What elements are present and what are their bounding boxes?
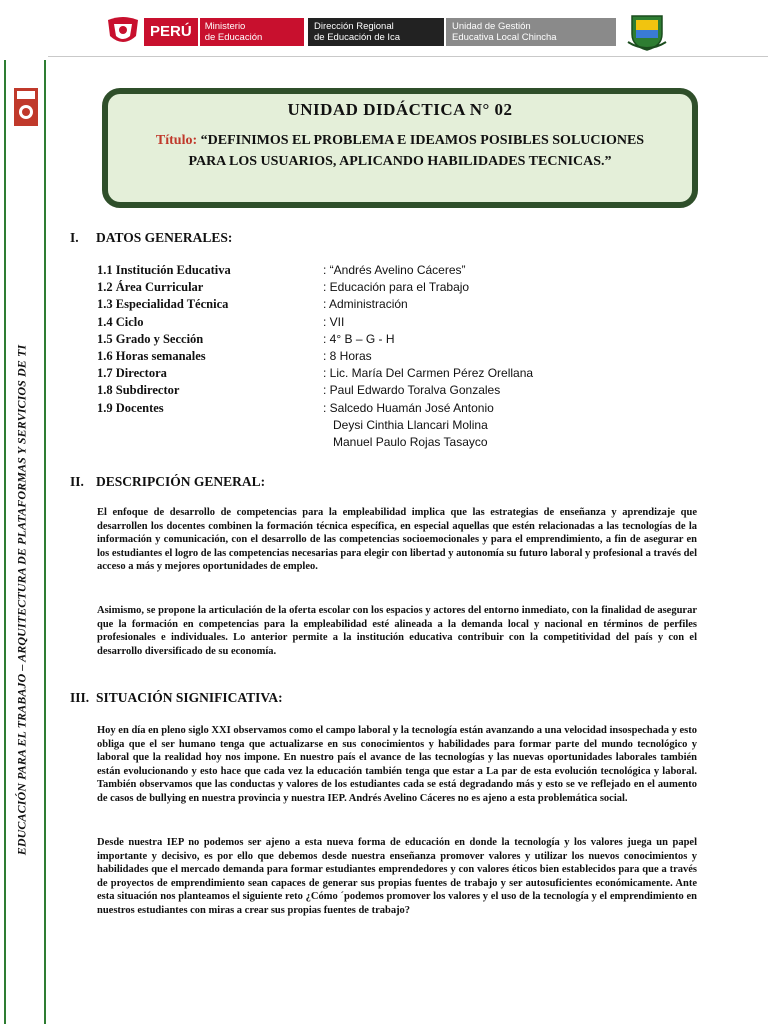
situacion-paragraph-1: Hoy en día en pleno siglo XXI observamos como el campo laboral y la tecnología están avanzando a una velocidad insospechada y esto obliga que el ser humano tenga que actualizarse en sus conocimientos y habilidades para formar parte del mundo tecnológico y laboral que la realidad hoy nos impone. En nuestro país el avance de las tecnologías y las nuevas oportunidades laborales también están evolucionando y esto hace que cada vez la educación también tenga que estar a La par de esta evolución tecnológica y laboral. También observamos que las conductas y valores de los estudiantes cada se está degradando más y esto se ve reflejado en el aumento de casos de bullying en nuestra provincia y nuestra IEP. Andrés Avelino Cáceres no es ajeno a esta problemática social.	[97, 725, 697, 804]
iep-logo-icon	[14, 88, 38, 126]
ministry-banner	[144, 18, 304, 46]
descripcion-paragraph-2: Asimismo, se propone la articulación de la oferta escolar con los espacios y actores del entorno inmediato, con la finalidad de asegurar que la formación en competencias para la empleabilidad esté alineada a la demanda local y nacional en términos de perfiles profesionales e individuales. Lo anterior permite a la institución educativa contribuir con la competitividad del país y con el desarrollo diversificado de su economía.	[97, 605, 697, 657]
header-divider	[48, 56, 768, 57]
list-item: 1.8 Subdirector : Paul Edwardo Toralva Gonzales	[97, 383, 501, 398]
dre-label: Dirección Regional de Educación de Ica	[314, 21, 401, 43]
peru-label: PERÚ	[144, 18, 200, 46]
header-banner	[100, 12, 672, 52]
list-item: 1.1 Institución Educativa : “Andrés Avelino Cáceres”	[97, 263, 466, 277]
peru-coat-of-arms-icon	[104, 14, 142, 50]
title-label: Título:	[155, 133, 198, 148]
ministry-label: Ministerio de Educación	[204, 21, 263, 43]
sidebar-divider	[44, 60, 46, 1024]
list-item: 1.9 Docentes : Salcedo Huamán José Antonio	[97, 400, 494, 415]
section-heading-descripcion: II. DESCRIPCIÓN GENERAL:	[70, 474, 266, 489]
list-item: Manuel Paulo Rojas Tasayco	[323, 434, 488, 449]
list-item: 1.2 Área Curricular : Educación para el Trabajo	[97, 280, 470, 295]
descripcion-paragraph-1: El enfoque de desarrollo de competencias para la empleabilidad implica que las estrategias de enseñanza y aprendizaje que desarrollen los docentes combinen la formación técnica específica, en especial aquellas que estén relacionadas a las tecnologías de la información y comunicación, con el desarrollo de las competencias socioemocionales y para el emprendimiento, a fin de asegurar en los estudiantes el logro de las competencias necesarias para elegir con libertad y autonomía su futuro laboral y profesional a través del acceso a más y mejores oportunidades de empleo.	[97, 507, 697, 573]
dre-banner	[308, 18, 444, 46]
ugel-banner	[446, 18, 616, 46]
situacion-paragraph-2: Desde nuestra IEP no podemos ser ajeno a esta nueva forma de educación en donde la tecnología y los valores juega un papel importante y decisivo, es por ello que debemos desde nuestra enseñanza promover valores y utilizar los nuevos conocimientos y habilidades que el mercado demanda para formar estudiantes emprendedores y con valores éticos bien establecidos para que a través de proyectos de emprendimiento sean capaces de generar sus propias fuentes de trabajo y ser autosuficientes económicamente. Ante esta situación nos planteamos el siguiente reto ¿Cómo ´podemos promover los valores y el uso de la tecnología y el emprendimiento en nuestros estudiantes con miras a crear sus propias fuentes de trabajo?	[97, 837, 697, 916]
section-heading-datos: I. DATOS GENERALES:	[70, 230, 233, 245]
unit-number: UNIDAD DIDÁCTICA N° 02	[287, 100, 513, 119]
list-item: 1.6 Horas semanales : 8 Horas	[97, 348, 372, 363]
section-heading-situacion: III. SITUACIÓN SIGNIFICATIVA:	[70, 690, 283, 705]
list-item: 1.7 Directora : Lic. María Del Carmen Pérez Orellana	[97, 366, 534, 381]
unit-title	[138, 130, 662, 172]
list-item: Deysi Cinthia Llancari Molina	[323, 417, 488, 432]
ugel-label: Unidad de Gestión Educativa Local Chincha	[452, 21, 557, 43]
ugel-crest-icon	[626, 12, 668, 52]
unit-title-box	[102, 88, 698, 208]
list-item: 1.3 Especialidad Técnica : Administración	[97, 297, 408, 312]
title-text: “DEFINIMOS EL PROBLEMA E IDEAMOS POSIBLES SOLUCIONES PARA LOS USUARIOS, APLICANDO HABILIDADES TECNICAS.”	[188, 133, 645, 169]
list-item: 1.4 Ciclo : VII	[97, 314, 345, 329]
datos-generales-list	[97, 262, 577, 451]
list-item: 1.5 Grado y Sección : 4° B – G - H	[97, 331, 395, 346]
